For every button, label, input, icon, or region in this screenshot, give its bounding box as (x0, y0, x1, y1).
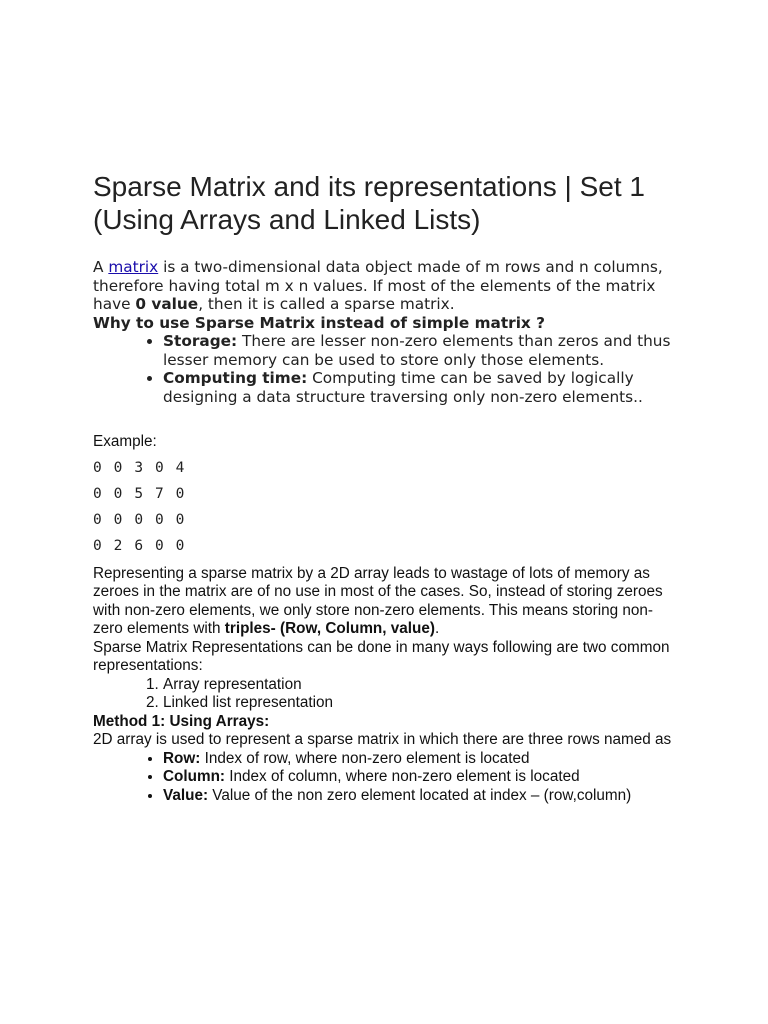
method1-term: Column: (163, 768, 226, 785)
intro-rest1: is a two-dimensional data object made of m rows and n columns, therefore having total m x n values. If most of the elements of the matrix have (93, 258, 663, 313)
method1-term: Value: (163, 786, 209, 804)
why-heading: Why to use Sparse Matrix instead of simple matrix ? (93, 313, 545, 332)
article (93, 170, 678, 805)
list-item: 1. Array representation (163, 676, 678, 695)
why-text: There are lesser non-zero elements than zeros and thus lesser memory can be used to store only those elements. (163, 332, 671, 369)
matrix-row: 0 0 5 7 0 (93, 485, 186, 502)
example-matrix (93, 455, 678, 559)
representation-paragraph: Representing a sparse matrix by a 2D array leads to wastage of lots of memory as zeroes in the matrix are of no use in most of the cases. So, instead of storing zeroes with non-zero elements, we only store non-zero elements. This means storing non-zero elements with triples- (Row, Column, value). (93, 564, 663, 637)
representations-intro: Sparse Matrix Representations can be done in many ways following are two common representations: (93, 638, 670, 674)
list-item (163, 369, 678, 406)
page-title: Sparse Matrix and its representations | Set 1 (Using Arrays and Linked Lists) (93, 171, 645, 235)
list-item: • Column: Index of column, where non-zero element is located (163, 768, 678, 787)
method1-list (93, 750, 678, 806)
matrix-row: 0 0 0 0 0 (93, 511, 186, 528)
triples-bold: triples- (Row, Column, value) (224, 620, 435, 637)
intro-rest2: , then it is called a sparse matrix. (198, 295, 455, 313)
matrix-row: 0 0 3 0 4 (93, 459, 186, 476)
method1-heading: Method 1: Using Arrays: (93, 712, 270, 730)
method1-term: Row: (163, 749, 201, 767)
list-item: • Row: Index of row, where non-zero element is located (163, 750, 678, 769)
why-text: Computing time can be saved by logically designing a data structure traversing only non-zero elements.. (163, 369, 643, 406)
matrix-link[interactable]: matrix (108, 258, 159, 276)
list-item: 2. Linked list representation (163, 694, 678, 713)
example-label: Example: (93, 433, 157, 450)
list-item: • Value: Value of the non zero element located at index – (row,column) (163, 787, 678, 806)
why-list (93, 332, 678, 406)
intro-a: A (93, 258, 109, 276)
why-term: Computing time: (163, 369, 308, 387)
intro-bold: 0 value (135, 295, 199, 313)
representations-list (93, 676, 678, 713)
method1-text: 2D array is used to represent a sparse matrix in which there are three rows named as (93, 731, 672, 748)
why-term: Storage: (163, 332, 238, 350)
matrix-row: 0 2 6 0 0 (93, 537, 186, 554)
intro-paragraph (93, 258, 678, 314)
list-item (163, 332, 678, 369)
